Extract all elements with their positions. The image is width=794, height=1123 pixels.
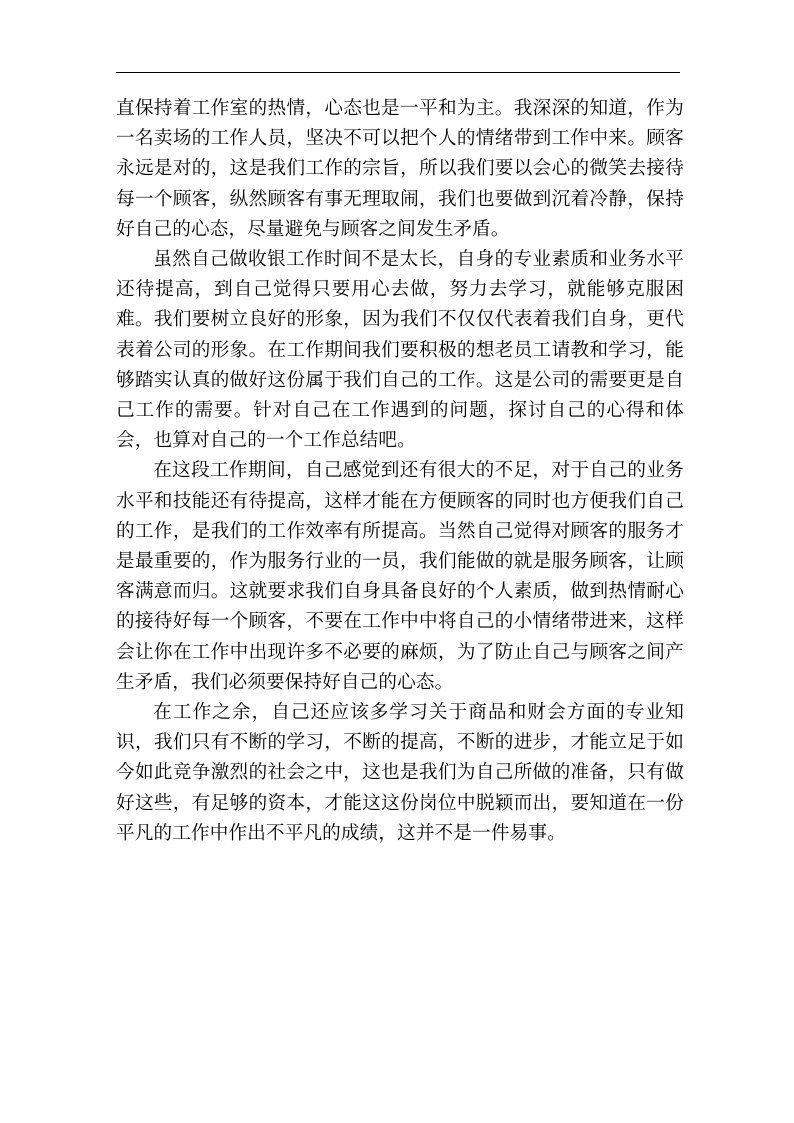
paragraph-work-period: 在这段工作期间，自己感觉到还有很大的不足，对于自己的业务水平和技能还有待提高，这样才能在方便顾客的同时也方便我们自己的工作，是我们的工作效率有所提高。当然自己觉得对顾客的服务才是最重要的，作为服务行业的一员，我们能做的就是服务顾客，让顾客满意而归。这就要求我们自身具备良好的个人素质，做到热情耐心的接待好每一个顾客，不要在工作中中将自己的小情绪带进来，这样会让你在工作中出现许多不必要的麻烦，为了防止自己与顾客之间产生矛盾，我们必须要保持好自己的心态。	[116, 460, 684, 693]
paragraph-cashier-work: 虽然自己做收银工作时间不是太长，自身的专业素质和业务水平还待提高，到自己觉得只要用心去做，努力去学习，就能够克服困难。我们要树立良好的形象，因为我们不仅仅代表着我们自身，更代表着公司的形象。在工作期间我们要积极的想老员工请教和学习，能够踏实认真的做好这份属于我们自己的工作。这是公司的需要更是自己工作的需要。针对自己在工作遇到的问题，探讨自己的心得和体会，也算对自己的一个工作总结吧。	[116, 249, 684, 452]
header-rule	[116, 72, 680, 73]
document-body	[116, 94, 684, 849]
paragraph-after-work: 在工作之余，自己还应该多学习关于商品和财会方面的专业知识，我们只有不断的学习，不断的提高，不断的进步，才能立足于如今如此竞争激烈的社会之中，这也是我们为自己所做的准备，只有做好这些，有足够的资本，才能这这份岗位中脱颖而出，要知道在一份平凡的工作中作出不平凡的成绩，这并不是一件易事。	[116, 702, 684, 844]
paragraph-continued: 直保持着工作室的热情，心态也是一平和为主。我深深的知道，作为一名卖场的工作人员，坚决不可以把个人的情绪带到工作中来。顾客永远是对的，这是我们工作的宗旨，所以我们要以会心的微笑去接待每一个顾客，纵然顾客有事无理取闹，我们也要做到沉着冷静，保持好自己的心态，尽量避免与顾客之间发生矛盾。	[116, 98, 684, 240]
